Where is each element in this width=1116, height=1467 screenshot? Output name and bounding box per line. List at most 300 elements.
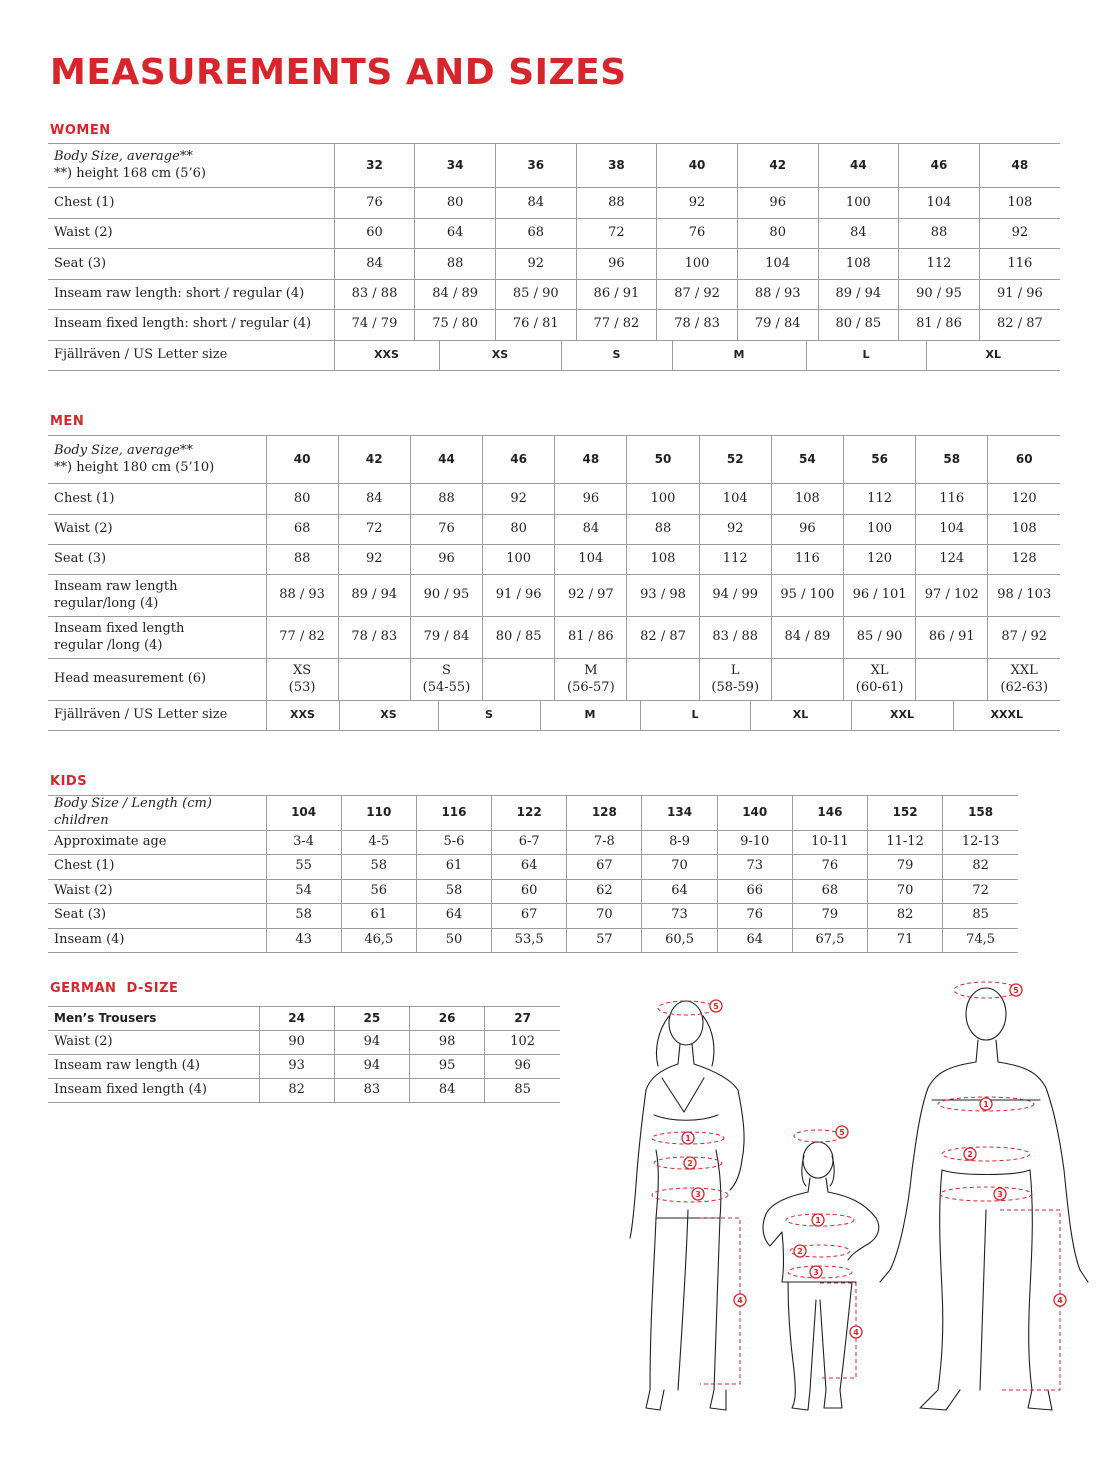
women-header-line2: **) height 168 cm (5’6) <box>54 165 206 181</box>
table-cell: 108 <box>988 515 1060 545</box>
table-cell: 58 <box>266 903 341 928</box>
table-cell: 82 / 87 <box>979 310 1060 340</box>
table-cell: 73 <box>717 854 792 879</box>
letter-size: XXXL <box>953 701 1060 731</box>
men-size-header: 50 <box>627 436 699 484</box>
table-cell: 78 / 83 <box>657 310 738 340</box>
women-size-header: 44 <box>818 144 899 188</box>
table-cell: 68 <box>495 219 576 249</box>
german-header-label: Men’s Trousers <box>48 1007 259 1031</box>
table-cell: 108 <box>627 545 699 575</box>
men-header-cell <box>48 436 266 484</box>
row-label: Waist (2) <box>48 515 266 545</box>
table-cell: 74,5 <box>943 928 1018 952</box>
table-cell: 3-4 <box>266 830 341 854</box>
table-row <box>48 484 1060 515</box>
empty-cell <box>627 659 699 701</box>
head-size: L <box>730 662 740 678</box>
table-cell: 92 <box>495 249 576 280</box>
table-cell: 97 / 102 <box>916 575 988 617</box>
row-label: Inseam raw length (4) <box>48 1055 259 1079</box>
table-cell: 62 <box>567 879 642 903</box>
head-size: S <box>442 662 451 678</box>
men-header-line1: Body Size, average** <box>54 442 193 458</box>
table-cell: 112 <box>699 545 771 575</box>
table-cell: 100 <box>627 484 699 515</box>
table-cell: 84 <box>555 515 627 545</box>
table-cell: 81 / 86 <box>899 310 980 340</box>
table-cell: 76 <box>717 903 792 928</box>
table-cell: 85 <box>485 1079 560 1103</box>
table-cell: 104 <box>899 188 980 219</box>
table-cell: 80 <box>483 515 555 545</box>
letter-size: L <box>640 701 750 731</box>
table-cell: 89 / 94 <box>338 575 410 617</box>
row-label: Chest (1) <box>48 484 266 515</box>
table-cell: 90 / 95 <box>410 575 482 617</box>
row-label: Seat (3) <box>48 903 266 928</box>
letter-size: L <box>806 341 926 371</box>
table-cell: 100 <box>818 188 899 219</box>
table-cell: 79 / 84 <box>410 617 482 659</box>
kids-section-label: KIDS <box>50 774 88 789</box>
table-cell: 108 <box>771 484 843 515</box>
row-label: Approximate age <box>48 830 266 854</box>
row-label: Chest (1) <box>48 854 266 879</box>
marker-label: 3 <box>813 1268 819 1277</box>
kids-size-table <box>48 795 1018 953</box>
table-cell: 67 <box>567 854 642 879</box>
table-cell: 66 <box>717 879 792 903</box>
marker-icon <box>1010 984 1022 996</box>
table-cell: 84 <box>334 249 415 280</box>
marker-icon <box>964 1148 976 1160</box>
table-cell: 83 / 88 <box>334 280 415 310</box>
table-cell: 60 <box>334 219 415 249</box>
head-size-cell <box>266 659 338 701</box>
table-cell: 64 <box>415 219 496 249</box>
table-row <box>48 310 1060 340</box>
marker-icon <box>734 1294 746 1306</box>
men-size-header: 40 <box>266 436 338 484</box>
row-label: Head measurement (6) <box>48 659 266 701</box>
table-cell: 80 / 85 <box>483 617 555 659</box>
women-size-header: 40 <box>657 144 738 188</box>
table-cell: 92 <box>657 188 738 219</box>
table-cell: 76 <box>657 219 738 249</box>
table-cell: 54 <box>266 879 341 903</box>
table-cell: 58 <box>341 854 416 879</box>
table-cell: 108 <box>818 249 899 280</box>
head-size: M <box>584 662 598 678</box>
marker-icon <box>850 1326 862 1338</box>
marker-icon <box>794 1245 806 1257</box>
table-cell: 120 <box>844 545 916 575</box>
kids-size-header: 134 <box>642 796 717 831</box>
row-label: Inseam (4) <box>48 928 266 952</box>
table-cell: 88 <box>627 515 699 545</box>
kids-size-header: 128 <box>567 796 642 831</box>
table-cell: 84 <box>338 484 410 515</box>
kids-size-header: 158 <box>943 796 1018 831</box>
table-row <box>48 903 1018 928</box>
table-cell: 43 <box>266 928 341 952</box>
table-cell: 60 <box>492 879 567 903</box>
letter-size: XL <box>926 341 1060 371</box>
marker-label: 4 <box>737 1296 743 1305</box>
table-cell: 78 / 83 <box>338 617 410 659</box>
german-size-header: 24 <box>259 1007 334 1031</box>
table-cell: 91 / 96 <box>483 575 555 617</box>
kids-size-header: 140 <box>717 796 792 831</box>
man-figure <box>880 988 1088 1410</box>
table-cell: 82 <box>259 1079 334 1103</box>
table-cell: 64 <box>492 854 567 879</box>
table-cell: 86 / 91 <box>916 617 988 659</box>
table-cell: 96 <box>410 545 482 575</box>
table-cell: 102 <box>485 1031 560 1055</box>
table-row <box>48 575 1060 617</box>
marker-label: 3 <box>997 1190 1003 1199</box>
table-cell: 92 <box>699 515 771 545</box>
men-size-header: 58 <box>916 436 988 484</box>
german-size-header: 26 <box>410 1007 485 1031</box>
table-cell: 77 / 82 <box>576 310 657 340</box>
table-cell: 83 / 88 <box>699 617 771 659</box>
table-cell: 64 <box>416 903 491 928</box>
head-range: (60-61) <box>855 679 904 695</box>
table-cell: 88 <box>899 219 980 249</box>
women-size-table <box>48 143 1060 340</box>
row-label: Inseam fixed length: short / regular (4) <box>48 310 334 340</box>
table-row <box>48 1079 560 1103</box>
marker-label: 1 <box>983 1100 989 1109</box>
table-cell: 88 <box>266 545 338 575</box>
table-row <box>48 280 1060 310</box>
head-size-cell <box>699 659 771 701</box>
table-row <box>48 879 1018 903</box>
marker-icon <box>1054 1294 1066 1306</box>
table-row <box>48 188 1060 219</box>
table-cell: 70 <box>642 854 717 879</box>
row-label: Waist (2) <box>48 1031 259 1055</box>
table-cell: 72 <box>943 879 1018 903</box>
table-cell: 87 / 92 <box>657 280 738 310</box>
letter-size: S <box>438 701 540 731</box>
women-size-header: 46 <box>899 144 980 188</box>
kids-size-header: 146 <box>792 796 867 831</box>
letter-size: XS <box>439 341 561 371</box>
men-size-header: 44 <box>410 436 482 484</box>
women-section-label: WOMEN <box>50 123 111 138</box>
woman-figure <box>630 1001 744 1410</box>
table-row <box>48 659 1060 701</box>
table-row <box>48 249 1060 280</box>
table-cell: 84 <box>410 1079 485 1103</box>
table-cell: 11-12 <box>868 830 943 854</box>
table-cell: 100 <box>483 545 555 575</box>
marker-label: 5 <box>839 1128 845 1137</box>
table-row <box>48 219 1060 249</box>
table-cell: 88 <box>415 249 496 280</box>
head-size: XXL <box>1010 662 1038 678</box>
kids-size-header: 110 <box>341 796 416 831</box>
marker-icon <box>692 1188 704 1200</box>
table-cell: 12-13 <box>943 830 1018 854</box>
letter-size: S <box>561 341 672 371</box>
table-row <box>48 830 1018 854</box>
table-cell: 116 <box>979 249 1060 280</box>
table-cell: 90 / 95 <box>899 280 980 310</box>
table-cell: 76 / 81 <box>495 310 576 340</box>
women-size-header: 36 <box>495 144 576 188</box>
men-size-header: 60 <box>988 436 1060 484</box>
table-cell: 86 / 91 <box>576 280 657 310</box>
table-cell: 81 / 86 <box>555 617 627 659</box>
table-row <box>48 617 1060 659</box>
table-cell: 80 <box>415 188 496 219</box>
table-cell: 84 / 89 <box>771 617 843 659</box>
kids-size-header: 152 <box>868 796 943 831</box>
row-label-line2: regular /long (4) <box>54 637 163 653</box>
table-cell: 100 <box>844 515 916 545</box>
table-cell: 116 <box>916 484 988 515</box>
men-size-header: 56 <box>844 436 916 484</box>
table-cell: 56 <box>341 879 416 903</box>
women-header-cell <box>48 144 334 188</box>
letter-size: M <box>540 701 640 731</box>
row-label-line2: regular/long (4) <box>54 595 159 611</box>
table-row <box>48 854 1018 879</box>
table-cell: 46,5 <box>341 928 416 952</box>
table-cell: 72 <box>576 219 657 249</box>
table-cell: 87 / 92 <box>988 617 1060 659</box>
table-cell: 96 <box>555 484 627 515</box>
table-cell: 95 / 100 <box>771 575 843 617</box>
marker-icon <box>710 1000 722 1012</box>
table-cell: 76 <box>410 515 482 545</box>
table-cell: 104 <box>737 249 818 280</box>
table-cell: 89 / 94 <box>818 280 899 310</box>
marker-label: 4 <box>1057 1296 1063 1305</box>
head-range: (58-59) <box>711 679 760 695</box>
men-section-label: MEN <box>50 414 85 429</box>
table-cell: 96 <box>576 249 657 280</box>
table-cell: 128 <box>988 545 1060 575</box>
row-label <box>48 575 266 617</box>
men-size-table <box>48 435 1060 701</box>
marker-label: 2 <box>687 1159 693 1168</box>
men-size-header: 42 <box>338 436 410 484</box>
women-letter-size-row <box>48 340 1060 371</box>
table-cell: 67,5 <box>792 928 867 952</box>
empty-cell <box>483 659 555 701</box>
table-cell: 92 <box>338 545 410 575</box>
german-section-label: GERMAN D-SIZE <box>50 981 179 996</box>
head-size: XS <box>293 662 312 678</box>
marker-label: 1 <box>815 1216 821 1225</box>
german-size-header: 27 <box>485 1007 560 1031</box>
table-cell: 96 <box>771 515 843 545</box>
table-cell: 64 <box>717 928 792 952</box>
row-label: Waist (2) <box>48 219 334 249</box>
table-cell: 67 <box>492 903 567 928</box>
row-label <box>48 617 266 659</box>
table-cell: 92 / 97 <box>555 575 627 617</box>
table-cell: 80 <box>266 484 338 515</box>
table-cell: 83 <box>334 1079 409 1103</box>
marker-icon <box>684 1157 696 1169</box>
table-cell: 6-7 <box>492 830 567 854</box>
row-label: Chest (1) <box>48 188 334 219</box>
table-cell: 91 / 96 <box>979 280 1060 310</box>
table-cell: 64 <box>642 879 717 903</box>
row-label-line1: Inseam fixed length <box>54 620 185 636</box>
head-size: XL <box>870 662 889 678</box>
table-cell: 84 <box>818 219 899 249</box>
table-cell: 88 / 93 <box>266 575 338 617</box>
marker-icon <box>812 1214 824 1226</box>
table-cell: 80 <box>737 219 818 249</box>
table-cell: 77 / 82 <box>266 617 338 659</box>
row-label: Seat (3) <box>48 545 266 575</box>
table-cell: 74 / 79 <box>334 310 415 340</box>
table-cell: 96 / 101 <box>844 575 916 617</box>
table-cell: 108 <box>979 188 1060 219</box>
marker-label: 2 <box>967 1150 973 1159</box>
letter-size: XS <box>339 701 438 731</box>
table-cell: 61 <box>416 854 491 879</box>
letter-size-label: Fjällräven / US Letter size <box>48 341 334 371</box>
head-range: (62-63) <box>1000 679 1049 695</box>
table-cell: 76 <box>792 854 867 879</box>
table-cell: 75 / 80 <box>415 310 496 340</box>
table-cell: 116 <box>771 545 843 575</box>
table-cell: 73 <box>642 903 717 928</box>
table-cell: 85 / 90 <box>844 617 916 659</box>
head-size-cell <box>844 659 916 701</box>
head-size-cell <box>988 659 1060 701</box>
table-cell: 55 <box>266 854 341 879</box>
men-size-header: 54 <box>771 436 843 484</box>
table-cell: 70 <box>567 903 642 928</box>
empty-cell <box>916 659 988 701</box>
table-cell: 94 <box>334 1031 409 1055</box>
marker-icon <box>682 1132 694 1144</box>
letter-size: XXS <box>334 341 439 371</box>
row-label: Seat (3) <box>48 249 334 280</box>
table-cell: 72 <box>338 515 410 545</box>
kids-size-header: 122 <box>492 796 567 831</box>
table-row <box>48 515 1060 545</box>
table-cell: 79 <box>868 854 943 879</box>
kids-size-header: 116 <box>416 796 491 831</box>
women-header-line1: Body Size, average** <box>54 148 193 164</box>
table-cell: 120 <box>988 484 1060 515</box>
table-cell: 61 <box>341 903 416 928</box>
table-cell: 84 / 89 <box>415 280 496 310</box>
women-size-header: 42 <box>737 144 818 188</box>
table-cell: 82 <box>868 903 943 928</box>
table-cell: 90 <box>259 1031 334 1055</box>
table-cell: 95 <box>410 1055 485 1079</box>
head-size-cell <box>410 659 482 701</box>
letter-size: XXL <box>851 701 953 731</box>
head-size-cell <box>555 659 627 701</box>
marker-icon <box>810 1266 822 1278</box>
table-cell: 100 <box>657 249 738 280</box>
head-range: (56-57) <box>567 679 615 695</box>
table-cell: 79 / 84 <box>737 310 818 340</box>
empty-cell <box>771 659 843 701</box>
men-size-header: 48 <box>555 436 627 484</box>
row-label: Inseam fixed length (4) <box>48 1079 259 1103</box>
table-cell: 80 / 85 <box>818 310 899 340</box>
women-size-header: 32 <box>334 144 415 188</box>
table-cell: 76 <box>334 188 415 219</box>
men-size-header: 52 <box>699 436 771 484</box>
marker-label: 3 <box>695 1190 701 1199</box>
letter-size: XXS <box>266 701 339 731</box>
women-size-header: 34 <box>415 144 496 188</box>
table-cell: 112 <box>899 249 980 280</box>
women-size-header: 48 <box>979 144 1060 188</box>
page-title: MEASUREMENTS AND SIZES <box>50 52 627 93</box>
table-cell: 68 <box>266 515 338 545</box>
measurement-figures-illustration <box>620 970 1090 1430</box>
table-cell: 98 / 103 <box>988 575 1060 617</box>
table-cell: 70 <box>868 879 943 903</box>
letter-size: XL <box>750 701 851 731</box>
table-cell: 9-10 <box>717 830 792 854</box>
letter-size: M <box>672 341 806 371</box>
table-cell: 88 <box>576 188 657 219</box>
table-cell: 93 <box>259 1055 334 1079</box>
table-cell: 82 / 87 <box>627 617 699 659</box>
table-cell: 84 <box>495 188 576 219</box>
table-row <box>48 1031 560 1055</box>
marker-icon <box>836 1126 848 1138</box>
table-cell: 82 <box>943 854 1018 879</box>
kids-header-label: Body Size / Length (cm) children <box>48 796 266 831</box>
table-cell: 98 <box>410 1031 485 1055</box>
empty-cell <box>338 659 410 701</box>
table-cell: 57 <box>567 928 642 952</box>
row-label-line1: Inseam raw length <box>54 578 178 594</box>
table-row <box>48 545 1060 575</box>
kids-size-header: 104 <box>266 796 341 831</box>
table-row <box>48 928 1018 952</box>
table-cell: 85 / 90 <box>495 280 576 310</box>
letter-size-label: Fjällräven / US Letter size <box>48 701 266 731</box>
table-cell: 53,5 <box>492 928 567 952</box>
table-cell: 96 <box>485 1055 560 1079</box>
marker-icon <box>994 1188 1006 1200</box>
women-size-header: 38 <box>576 144 657 188</box>
table-cell: 85 <box>943 903 1018 928</box>
marker-label: 5 <box>713 1002 719 1011</box>
table-cell: 58 <box>416 879 491 903</box>
table-cell: 88 <box>410 484 482 515</box>
table-cell: 94 <box>334 1055 409 1079</box>
head-range: (53) <box>288 679 316 695</box>
table-cell: 92 <box>483 484 555 515</box>
table-cell: 50 <box>416 928 491 952</box>
marker-label: 4 <box>853 1328 859 1337</box>
table-cell: 94 / 99 <box>699 575 771 617</box>
german-size-header: 25 <box>334 1007 409 1031</box>
head-range: (54-55) <box>422 679 471 695</box>
